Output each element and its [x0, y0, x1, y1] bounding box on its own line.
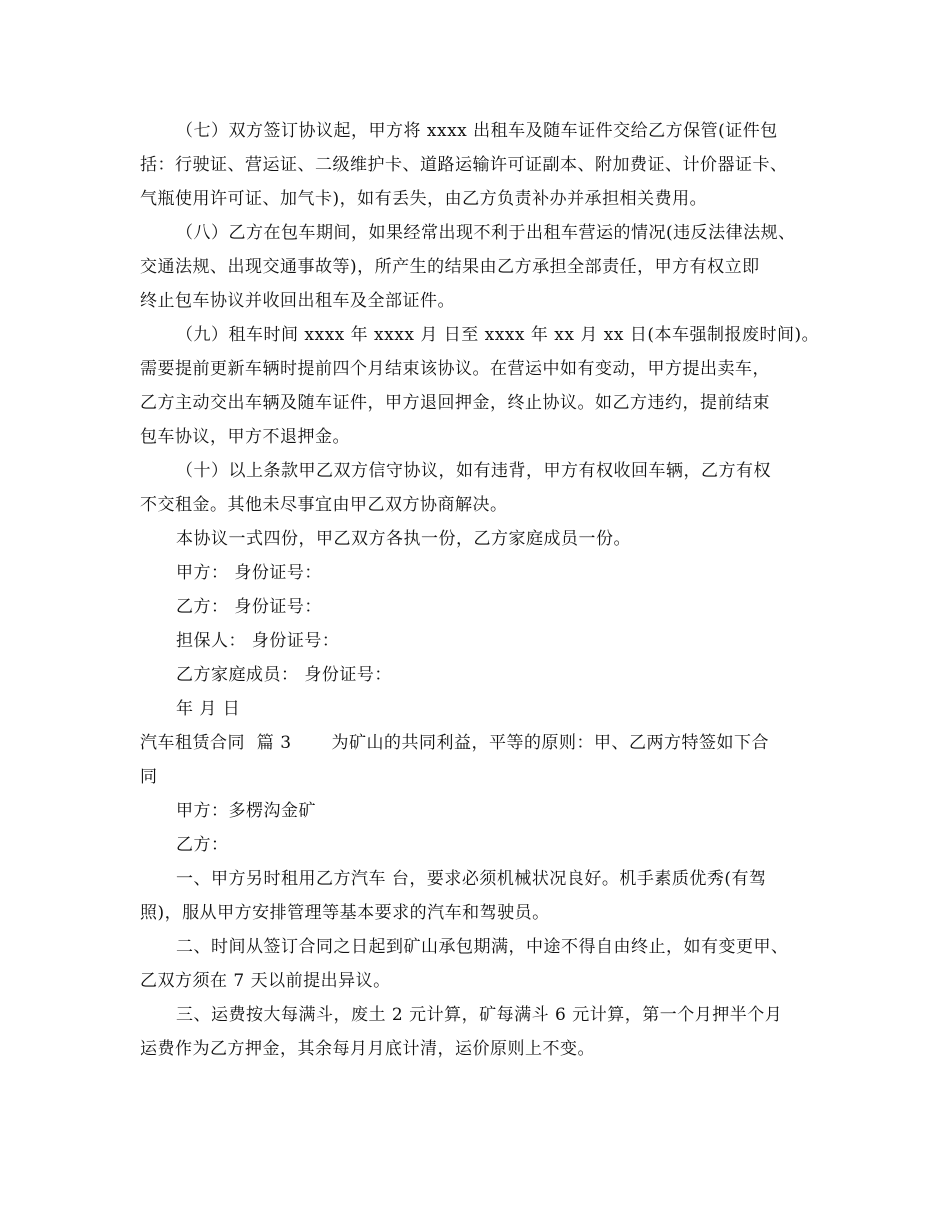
clause-8 [140, 216, 820, 318]
clause-9-line-1: （九）租车时间 xxxx 年 xxxx 月 日至 xxxx 年 xx 月 xx 日(本车强制报废时间)。 [176, 325, 820, 345]
section-3 [140, 726, 820, 1066]
clause-8-line-1: （八）乙方在包车期间，如果经常出现不利于出租车营运的情况(违反法律法规、 [176, 223, 796, 243]
item-1-line-1: 一、甲方另时租用乙方汽车 台，要求必须机械状况良好。机手素质优秀(有驾 [176, 869, 767, 889]
clause-9 [140, 318, 820, 454]
section-3-intro-cont: 同 [140, 767, 158, 787]
clause-9-line-3: 乙方主动交出车辆及随车证件，甲方退回押金，终止协议。如乙方违约，提前结束 [140, 393, 770, 413]
clause-10-line-2: 不交租金。其他未尽事宜由甲乙双方协商解决。 [140, 495, 508, 515]
signature-block [140, 556, 820, 726]
signature-party-b: 乙方： 身份证号： [176, 597, 322, 617]
document-body [140, 114, 820, 1066]
item-2-line-2: 乙双方须在 7 天以前提出异议。 [140, 971, 391, 991]
clause-8-line-3: 终止包车协议并收回出租车及全部证件。 [140, 291, 455, 311]
signature-guarantor: 担保人： 身份证号： [176, 631, 340, 651]
clause-9-line-4: 包车协议，甲方不退押金。 [140, 427, 350, 447]
signature-party-a: 甲方： 身份证号： [176, 563, 322, 583]
section-3-intro: 为矿山的共同利益，平等的原则：甲、乙两方特签如下合 [331, 733, 770, 753]
signature-family-member: 乙方家庭成员： 身份证号： [176, 665, 392, 685]
signature-date: 年 月 日 [176, 699, 241, 719]
item-2-line-1: 二、时间从签订合同之日起到矿山承包期满，中途不得自由终止，如有变更甲、 [176, 937, 789, 957]
item-1-line-2: 照)，服从甲方安排管理等基本要求的汽车和驾驶员。 [140, 903, 550, 923]
clause-9-line-2: 需要提前更新车辆时提前四个月结束该协议。在营运中如有变动，甲方提出卖车， [140, 359, 770, 379]
section-3-heading-line [140, 726, 820, 760]
item-3-line-2: 运费作为乙方押金，其余每月月底计清，运价原则上不变。 [140, 1039, 595, 1059]
clause-7-line-1: （七）双方签订协议起，甲方将 xxxx 出租车及随车证件交给乙方保管(证件包 [176, 121, 778, 141]
clause-7-line-3: 气瓶使用许可证、加气卡)，如有丢失，由乙方负责补办并承担相关费用。 [140, 189, 708, 209]
section-3-heading: 汽车租赁合同 篇 3 [140, 733, 292, 753]
clause-7 [140, 114, 820, 216]
clause-10-line-1: （十）以上条款甲乙双方信守协议，如有违背，甲方有权收回车辆，乙方有权 [176, 461, 771, 481]
section-3-party-b: 乙方： [176, 835, 229, 855]
section-3-party-a: 甲方：多楞沟金矿 [176, 801, 316, 821]
clause-7-line-2: 括：行驶证、营运证、二级维护卡、道路运输许可证副本、附加费证、计价器证卡、 [140, 155, 788, 175]
clause-8-line-2: 交通法规、出现交通事故等)，所产生的结果由乙方承担全部责任，甲方有权立即 [140, 257, 760, 277]
item-3-line-1: 三、运费按大每满斗，废土 2 元计算，矿每满斗 6 元计算，第一个月押半个月 [176, 1005, 783, 1025]
copies-note: 本协议一式四份，甲乙双方各执一份，乙方家庭成员一份。 [176, 529, 631, 549]
clause-10 [140, 454, 820, 522]
